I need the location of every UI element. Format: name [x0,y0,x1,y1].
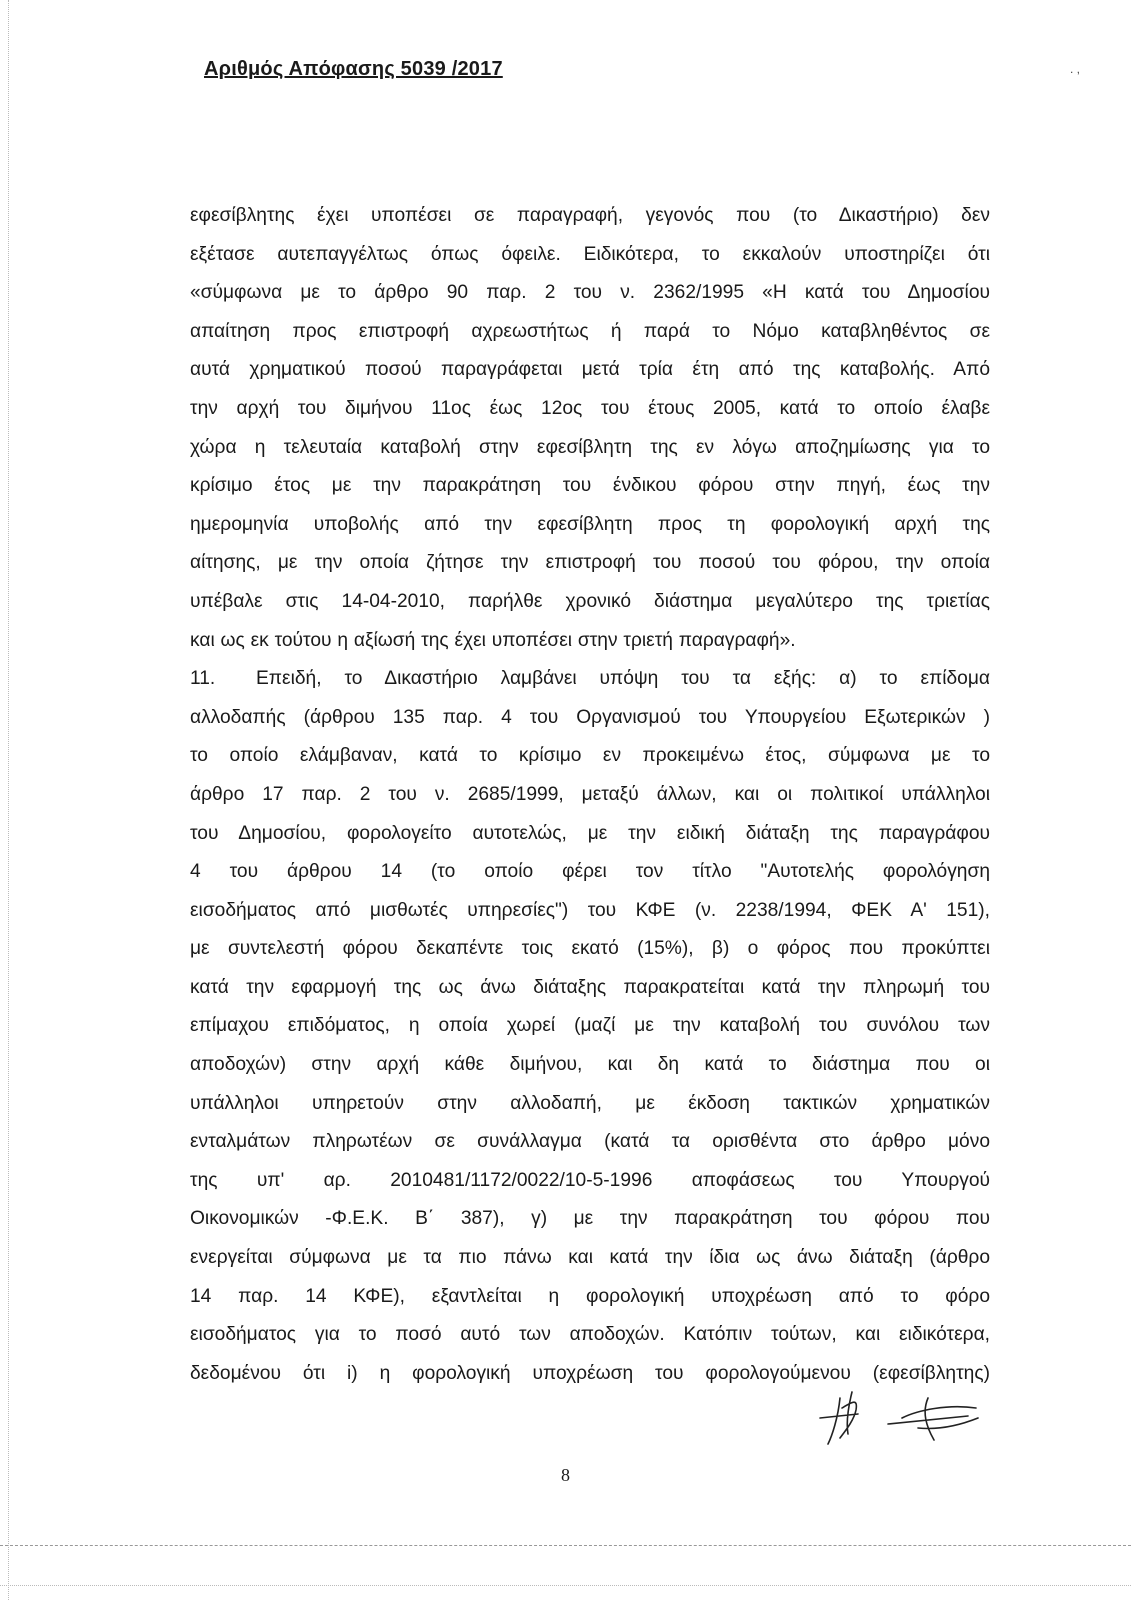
text-line: υπάλληλοι υπηρετούν στην αλλοδαπή, με έκδοση τακτικών χρηματικών [190,1092,990,1114]
text-line: εισοδήματος από μισθωτές υπηρεσίες") του ΚΦΕ (ν. 2238/1994, ΦΕΚ Α' 151), [190,899,990,921]
text-line: «σύμφωνα με το άρθρο 90 παρ. 2 του ν. 2362/1995 «Η κατά του Δημοσίου [190,282,990,304]
text-line: αλλοδαπής (άρθρου 135 παρ. 4 του Οργανισμού του Υπουργείου Εξωτερικών ) [190,706,990,728]
paragraph-11-lead: Επειδή, το Δικαστήριο λαμβάνει υπόψη του τα εξής: α) το επίδομα [256,668,990,690]
document-body [190,197,990,1393]
text-line: 4 του άρθρου 14 (το οποίο φέρει τον τίτλο "Αυτοτελής φορολόγηση [190,861,990,883]
paragraph-number: 11. [190,668,216,690]
text-line: του Δημοσίου, φορολογείτο αυτοτελώς, με την ειδική διάταξη της παραγράφου [190,822,990,844]
text-line: χώρα η τελευταία καταβολή στην εφεσίβλητη της εν λόγω αποζημίωσης για το [190,436,990,458]
text-line: εξέτασε αυτεπαγγέλτως όπως όφειλε. Ειδικότερα, το εκκαλούν υποστηρίζει ότι [190,243,990,265]
text-line: αίτησης, με την οποία ζήτησε την επιστροφή του ποσού του φόρου, την οποία [190,552,990,574]
text-line: επίμαχου επιδόματος, η οποία χωρεί (μαζί με την καταβολή του συνόλου των [190,1015,990,1037]
text-line: κατά την εφαρμογή της ως άνω διάταξης παρακρατείται κατά την πληρωμή του [190,976,990,998]
text-line: εφεσίβλητης έχει υποπέσει σε παραγραφή, γεγονός που (το Δικαστήριο) δεν [190,205,990,226]
text-line: ημερομηνία υποβολής από την εφεσίβλητη προς τη φορολογική αρχή της [190,513,990,535]
text-line: της υπ' αρ. 2010481/1172/0022/10-5-1996 αποφάσεως του Υπουργού [190,1169,990,1191]
paragraph-11-first-line [190,660,990,699]
scan-edge-bottom [0,1545,1131,1547]
text-line: και ως εκ τούτου η αξίωσή της έχει υποπέσει στην τριετή παραγραφή». [190,629,796,651]
text-line: υπέβαλε στις 14-04-2010, παρήλθε χρονικό διάστημα μεγαλύτερο της τριετίας [190,590,990,612]
text-line: εισοδήματος για το ποσό αυτό των αποδοχών. Κατόπιν τούτων, και ειδικότερα, [190,1324,990,1346]
text-line: ενταλμάτων πληρωτέων σε συνάλλαγμα (κατά τα ορισθέντα στο άρθρο μόνο [190,1131,990,1153]
text-line: το οποίο ελάμβαναν, κατά το κρίσιμο εν προκειμένω έτος, σύμφωνα με το [190,745,990,767]
text-line: δεδομένου ότι i) η φορολογική υποχρέωση του φορολογούμενου (εφεσίβλητης) [190,1362,990,1384]
text-line: αποδοχών) στην αρχή κάθε διμήνου, και δη κατά το διάστημα που οι [190,1054,990,1076]
text-line: Οικονομικών -Φ.Ε.Κ. Β΄ 387), γ) με την παρακράτηση του φόρου που [190,1208,990,1230]
text-line: 14 παρ. 14 ΚΦΕ), εξαντλείται η φορολογική υποχρέωση από το φόρο [190,1285,990,1307]
corner-mark: . , [1070,62,1081,76]
text-line: με συντελεστή φόρου δεκαπέντε τοις εκατό (15%), β) ο φόρος που προκύπτει [190,938,990,960]
signature-icon [818,1388,988,1448]
text-line: ενεργείται σύμφωνα με τα πιο πάνω και κατά την ίδια ως άνω διάταξη (άρθρο [190,1247,990,1269]
text-line: απαίτηση προς επιστροφή αχρεωστήτως ή παρά το Νόμο καταβληθέντος σε [190,320,990,342]
scan-edge-bottom-dotted [0,1585,1131,1587]
text-line: άρθρο 17 παρ. 2 του ν. 2685/1999, μεταξύ άλλων, και οι πολιτικοί υπάλληλοι [190,783,990,805]
text-line: την αρχή του διμήνου 11ος έως 12ος του έτους 2005, κατά το οποίο έλαβε [190,397,990,419]
text-line: αυτά χρηματικού ποσού παραγράφεται μετά τρία έτη από της καταβολής. Από [190,359,990,381]
page-number: 8 [561,1465,570,1485]
scan-edge-left [8,0,10,1600]
text-line: κρίσιμο έτος με την παρακράτηση του ένδικου φόρου στην πηγή, έως την [190,475,990,497]
decision-number-title: Αριθμός Απόφασης 5039 /2017 [204,58,503,80]
